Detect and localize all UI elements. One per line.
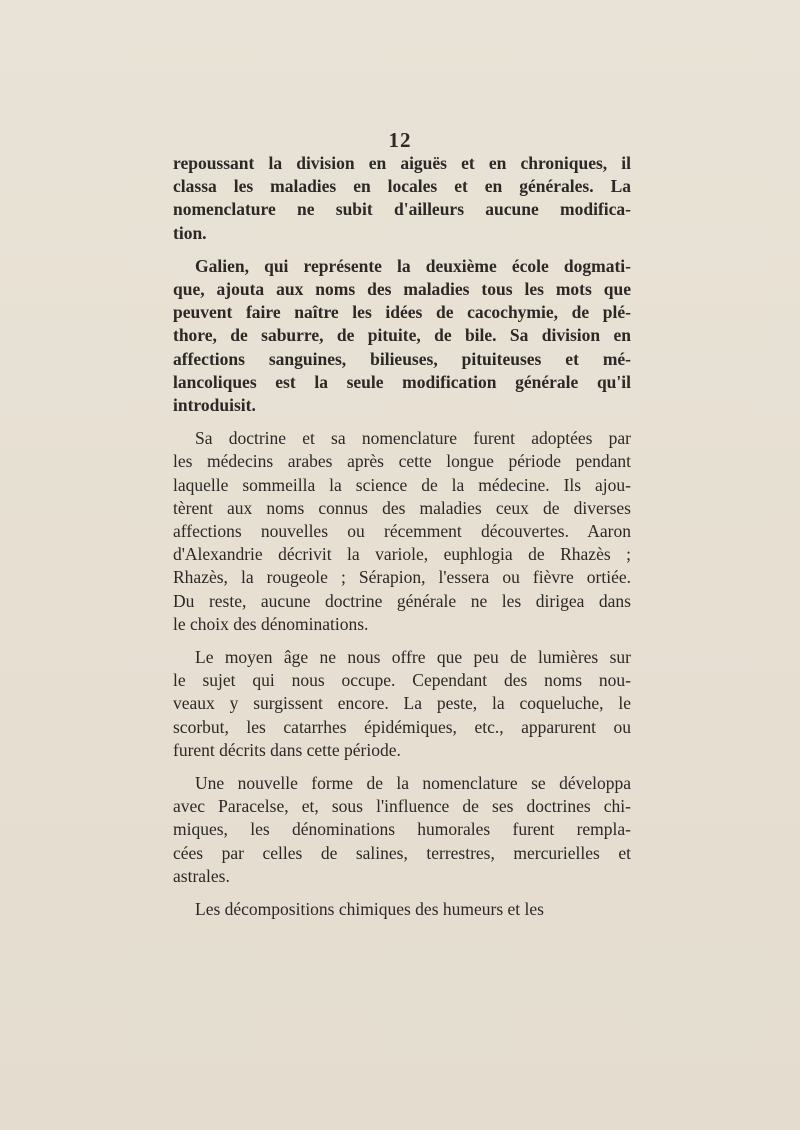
text-line: Galien, qui représente la deuxième école dogmati- — [195, 255, 631, 276]
text-line: nomenclature ne subit d'ailleurs aucune modifica- — [173, 199, 631, 220]
text-line: tion. — [173, 222, 207, 243]
text-line: cées par celles de salines, terrestres, mercurielles et — [173, 842, 631, 863]
paragraph-p5 — [173, 772, 631, 888]
text-line: scorbut, les catarrhes épidémiques, etc., apparurent ou — [173, 716, 631, 737]
paragraph-p4 — [173, 646, 631, 762]
paragraph-p6 — [173, 898, 631, 921]
text-line: d'Alexandrie décrivit la variole, euphlogia de Rhazès ; — [173, 544, 631, 565]
text-line: furent décrits dans cette période. — [173, 739, 401, 760]
text-line: les médecins arabes après cette longue période pendant — [173, 451, 631, 472]
page-number: 12 — [388, 128, 412, 152]
text-line: classa les maladies en locales et en générales. La — [173, 176, 631, 197]
text-line: thore, de saburre, de pituite, de bile. Sa division en — [173, 325, 631, 346]
text-line: veaux y surgissent encore. La peste, la coqueluche, le — [173, 693, 631, 714]
text-line: avec Paracelse, et, sous l'influence de ses doctrines chi- — [173, 796, 631, 817]
text-line: astrales. — [173, 865, 230, 886]
paragraph-p3 — [173, 427, 631, 636]
text-line: Du reste, aucune doctrine générale ne les dirigea dans — [173, 590, 631, 611]
text-line: Sa doctrine et sa nomenclature furent adoptées par — [195, 428, 631, 449]
text-line: introduisit. — [173, 395, 256, 416]
text-line: lancoliques est la seule modification générale qu'il — [173, 371, 631, 392]
body-text — [173, 152, 631, 931]
text-line: Rhazès, la rougeole ; Sérapion, l'essera ou fièvre ortiée. — [173, 567, 631, 588]
text-line: tèrent aux noms connus des maladies ceux de diverses — [173, 497, 631, 518]
text-line: repoussant la division en aiguës et en chroniques, il — [173, 153, 631, 173]
text-line: que, ajouta aux noms des maladies tous les mots que — [173, 279, 631, 300]
text-line: le sujet qui nous occupe. Cependant des noms nou- — [173, 670, 631, 691]
text-line: peuvent faire naître les idées de cacochymie, de plé- — [173, 302, 631, 323]
text-line: Une nouvelle forme de la nomenclature se développa — [195, 773, 631, 794]
paragraph-p2 — [173, 255, 631, 417]
text-line: affections nouvelles ou récemment découvertes. Aaron — [173, 521, 631, 542]
paragraph-p1 — [173, 152, 631, 245]
text-line: Le moyen âge ne nous offre que peu de lumières sur — [195, 647, 631, 668]
text-line: Les décompositions chimiques des humeurs et les — [195, 899, 544, 920]
text-line: affections sanguines, bilieuses, pituiteuses et mé- — [173, 348, 631, 369]
text-line: le choix des dénominations. — [173, 613, 369, 634]
text-line: miques, les dénominations humorales furent rempla- — [173, 819, 631, 840]
text-line: laquelle sommeilla la science de la médecine. Ils ajou- — [173, 474, 631, 495]
